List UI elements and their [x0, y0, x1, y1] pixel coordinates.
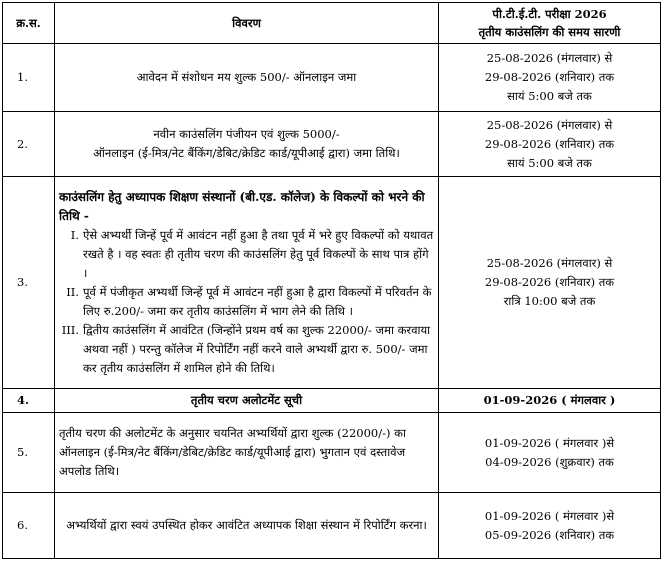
- list-item-text: ऐसे अभ्यर्थी जिन्हें पूर्व में आवंटन नहीं हुआ है तथा पूर्व में भरे हुए विकल्पों को यथावत रखते है । वह स्वतः ही तृतीय चरण की काउंसलिंग हेतु पूर्व विकल्पों के साथ पात्र होंगे ।: [83, 227, 434, 280]
- schedule-line: 29-08-2026 (शनिवार) तक: [484, 136, 615, 151]
- header-sno: क्र.स.: [3, 3, 55, 44]
- schedule-line: सायं 5:00 बजे तक: [507, 89, 592, 103]
- row-details: तृतीय चरण की अलोटमेंट के अनुसार चयनित अभ्यर्थियों द्वारा शुल्क (22000/-) का ऑनलाइन (ई-मित्र/नेट बैंकिंग/डेबिट/क्रेडिट कार्ड/यूपीआई द्वारा) भुगतान एवं दस्तावेज अपलोड तिथि।: [55, 413, 439, 493]
- schedule-line: 01-09-2026 ( मंगलवार )से: [484, 435, 615, 450]
- row-schedule: [439, 44, 661, 112]
- list-item-text: द्वितीय काउंसलिंग में आवंटित (जिन्होंने प्रथम वर्ष का शुल्क 22000/- जमा करवाया अथवा नहीं ) परन्तु कॉलेज में रिपोर्टिंग नहीं करने वाले अभ्यर्थी द्वारा रु. 500/- जमा कर तृतीय काउंसलिंग में शामिल होने की तिथि।: [83, 322, 431, 375]
- row-sno: 4.: [3, 389, 55, 413]
- schedule-line: 25-08-2026 (मंगलवार) से: [486, 51, 613, 65]
- row-sno: 6.: [3, 493, 55, 559]
- header-details: विवरण: [55, 3, 439, 44]
- row-sno: 5.: [3, 413, 55, 493]
- schedule-line: 05-09-2026 (शनिवार) तक: [484, 527, 615, 542]
- row-sno: 3.: [3, 177, 55, 389]
- schedule-line: 25-08-2026 (मंगलवार) से: [486, 117, 613, 132]
- row-schedule: [439, 177, 661, 389]
- row-schedule: 01-09-2026 ( मंगलवार ): [439, 389, 661, 413]
- table-row: [3, 44, 661, 112]
- counselling-schedule-table: [2, 2, 661, 559]
- row-heading: काउंसलिंग हेतु अध्यापक शिक्षण संस्थानों (बी.एड. कॉलेज) के विकल्पों को भरने की तिथि -: [59, 189, 425, 223]
- schedule-line: 25-08-2026 (मंगलवार) से: [486, 256, 613, 270]
- row-details: आवेदन में संशोधन मय शुल्क 500/- ऑनलाइन जमा: [55, 44, 439, 112]
- table-row: [3, 413, 661, 493]
- table-row: [3, 112, 661, 177]
- table-row: [3, 177, 661, 389]
- schedule-line: रात्रि 10:00 बजे तक: [503, 294, 596, 308]
- schedule-line: 01-09-2026 ( मंगलवार )से: [484, 508, 615, 523]
- schedule-line: 29-08-2026 (शनिवार) तक: [484, 275, 615, 289]
- table-row: [3, 389, 661, 413]
- row-details: तृतीय चरण अलोटमेंट सूची: [55, 389, 439, 413]
- row-details: अभ्यर्थियों द्वारा स्वयं उपस्थित होकर आवंटित अध्यापक शिक्षा संस्थान में रिपोर्टिंग करना।: [55, 493, 439, 559]
- details-line: ऑनलाइन (ई-मित्र/नेट बैंकिंग/डेबिट/क्रेडिट कार्ड/यूपीआई द्वारा) जमा तिथि।: [93, 146, 400, 160]
- list-item-number: II.: [66, 284, 79, 299]
- schedule-line: 04-09-2026 (शुक्रवार) तक: [485, 454, 614, 469]
- list-item-number: III.: [61, 322, 79, 337]
- list-item: [59, 226, 434, 283]
- row-sno: 2.: [3, 112, 55, 177]
- list-item: [59, 283, 434, 321]
- row-details: [55, 112, 439, 177]
- row-schedule: [439, 112, 661, 177]
- list-item-text: पूर्व में पंजीकृत अभ्यर्थी जिन्हें पूर्व में आवंटन नहीं हुआ है द्वारा विकल्पों में परिवर्तन के लिए रु.200/- जमा कर तृतीय काउंसलिंग में भाग लेने की तिथि ।: [83, 284, 432, 318]
- table-header-row: [3, 3, 661, 44]
- row-schedule: [439, 413, 661, 493]
- schedule-line: 29-08-2026 (शनिवार) तक: [484, 70, 615, 84]
- list-item: [59, 321, 434, 378]
- details-line: नवीन काउंसलिंग पंजीयन एवं शुल्क 5000/-: [153, 127, 340, 141]
- list-item-number: I.: [70, 227, 79, 242]
- schedule-line: सायं 5:00 बजे तक: [507, 155, 592, 170]
- header-schedule-line1: पी.टी.ई.टी. परीक्षा 2026: [492, 7, 607, 21]
- header-schedule-line2: तृतीय काउंसलिंग की समय सारणी: [478, 25, 621, 39]
- row-details: [55, 177, 439, 389]
- row-sno: 1.: [3, 44, 55, 112]
- header-schedule: [439, 3, 661, 44]
- table-row: [3, 493, 661, 559]
- row-schedule: [439, 493, 661, 559]
